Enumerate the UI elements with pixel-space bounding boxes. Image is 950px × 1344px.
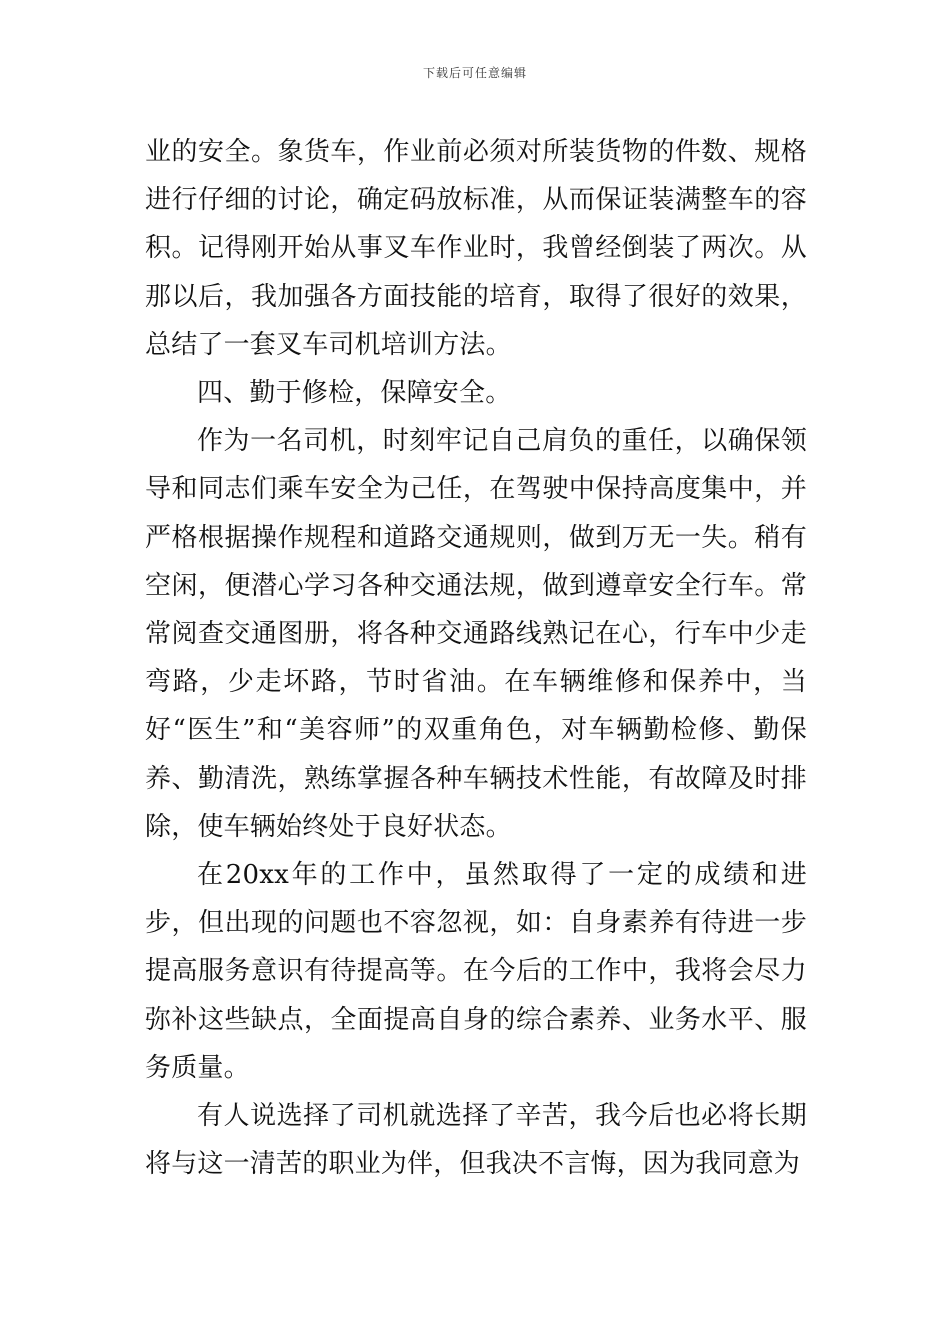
paragraph-closing: 有人说选择了司机就选择了辛苦，我今后也必将长期将与这一清苦的职业为伴，但我决不言悔，因为我同意为 [145, 1101, 807, 1180]
paragraph-driving-safety: 作为一名司机，时刻牢记自己肩负的重任，以确保领导和同志们乘车安全为己任，在驾驶中保持高度集中，并严格根据操作规程和道路交通规则，做到万无一失。稍有空闲，便潜心学习各种交通法规，做到遵章安全行车。常常阅查交通图册，将各种交通路线熟记在心，行车中少走弯路，少走坏路，节时省油。在车辆维修和保养中，当好“医生”和“美容师”的双重角色，对车辆勤检修、勤保养、勤清洗，熟练掌握各种车辆技术性能，有故障及时排除，使车辆始终处于良好状态。 [145, 426, 807, 842]
section-heading: 四、勤于修检，保障安全。 [197, 378, 512, 409]
page-header: 下载后可任意编辑 [422, 66, 527, 80]
paragraph-continuation: 业的安全。象货车，作业前必须对所装货物的件数、规格进行仔细的讨论，确定码放标准，从而保证装满整车的容积。记得刚开始从事叉车作业时，我曾经倒装了两次。从那以后，我加强各方面技能的培育，取得了很好的效果，总结了一套叉车司机培训方法。 [145, 137, 807, 360]
paragraph-work-summary: 在20xx年的工作中，虽然取得了一定的成绩和进步，但出现的问题也不容忽视，如：自身素养有待进一步提高服务意识有待提高等。在今后的工作中，我将会尽力弥补这些缺点，全面提高自身的综合素养、业务水平、服务质量。 [145, 860, 807, 1083]
document-body [145, 128, 807, 1188]
